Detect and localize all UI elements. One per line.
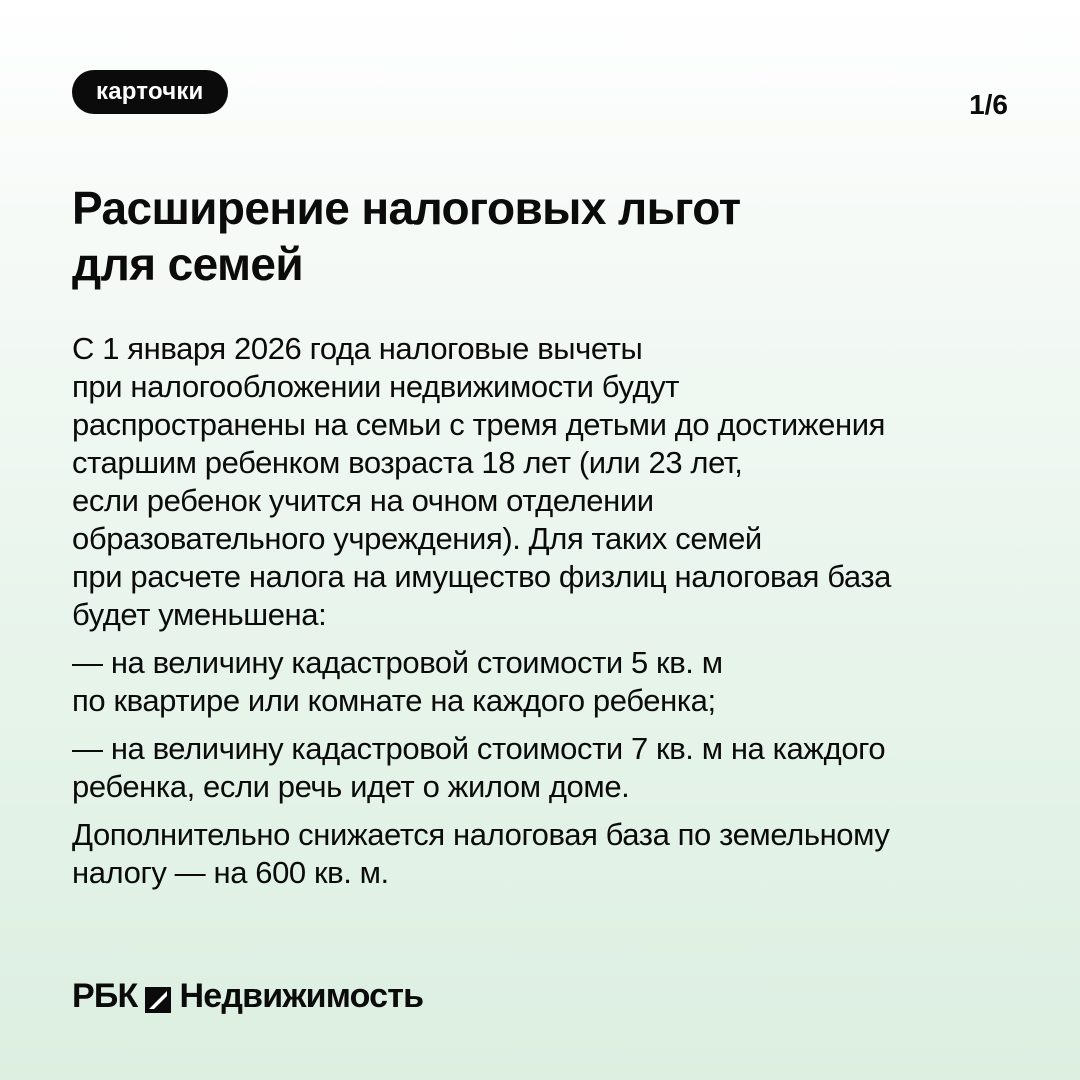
text-line: ребенка, если речь идет о жилом доме.	[72, 769, 630, 804]
text-line: будет уменьшена:	[72, 597, 327, 632]
text-line: старшим ребенком возраста 18 лет (или 23 лет,	[72, 445, 743, 480]
text-line: налогу — на 600 кв. м.	[72, 855, 389, 890]
text-line: при налогообложении недвижимости будут	[72, 369, 680, 404]
text-line: распространены на семьи с тремя детьми до достижения	[72, 407, 885, 442]
title-line: Расширение налоговых льгот	[72, 182, 741, 234]
text-line: при расчете налога на имущество физлиц налоговая база	[72, 559, 892, 594]
text-line: по квартире или комнате на каждого ребенка;	[72, 683, 716, 718]
text-line: образовательного учреждения). Для таких семей	[72, 521, 762, 556]
paragraph-land	[72, 816, 1032, 892]
paragraph-intro	[72, 330, 1032, 634]
category-tag[interactable]: карточки	[72, 70, 228, 114]
logo-section-text: Недвижимость	[179, 976, 424, 1015]
text-line: С 1 января 2026 года налоговые вычеты	[72, 331, 643, 366]
page-counter: 1/6	[969, 89, 1008, 120]
text-line: Дополнительно снижается налоговая база по земельному	[72, 817, 890, 852]
paragraph-house	[72, 730, 1032, 806]
card-body	[72, 330, 1032, 902]
card-title	[72, 180, 1012, 292]
text-line: — на величину кадастровой стоимости 7 кв. м на каждого	[72, 731, 886, 766]
rbc-realty-logo[interactable]	[72, 974, 423, 1018]
text-line: если ребенок учится на очном отделении	[72, 483, 654, 518]
paragraph-apartment	[72, 644, 1032, 720]
logo-rbc-text: РБК	[72, 976, 138, 1015]
rbc-slash-icon	[145, 983, 171, 1009]
title-line: для семей	[72, 238, 304, 290]
text-line: — на величину кадастровой стоимости 5 кв. м	[72, 645, 723, 680]
